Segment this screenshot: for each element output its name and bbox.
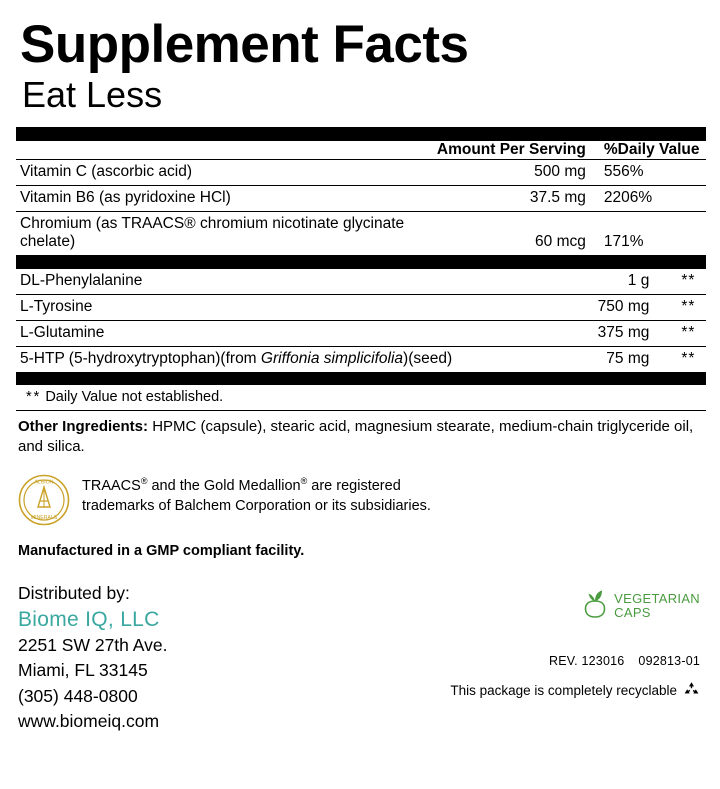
address-line-2: Miami, FL 33145 xyxy=(18,660,148,681)
item-code: 092813-01 xyxy=(638,653,700,668)
nutrition-table xyxy=(16,141,706,255)
revision-number: REV. 123016 xyxy=(549,653,625,668)
page-title: Supplement Facts xyxy=(20,15,469,74)
table-row xyxy=(16,160,706,186)
nutrient-name: DL-Phenylalanine xyxy=(16,269,580,295)
vegetarian-caps-badge xyxy=(420,589,700,624)
distributed-by-label: Distributed by: xyxy=(18,582,130,603)
nutrient-amount: 500 mg xyxy=(422,160,596,186)
vegetarian-caps-text xyxy=(614,592,700,621)
divider-mid-bottom xyxy=(16,372,706,385)
other-ingredients xyxy=(16,417,704,458)
other-ingredients-label: Other Ingredients: xyxy=(18,418,149,435)
recyclable-statement xyxy=(420,681,700,701)
nutrient-name: Chromium (as TRAACS® chromium nicotinate glycinate chelate) xyxy=(16,212,422,256)
footnote xyxy=(16,385,706,410)
header-amount-per-serving: Amount Per Serving xyxy=(436,141,586,158)
nutrient-amount: 750 mg xyxy=(580,295,660,321)
product-name: Eat Less xyxy=(22,74,163,115)
nutrient-amount: 60 mcg xyxy=(422,212,596,256)
recyclable-text: This package is completely recyclable xyxy=(450,683,677,698)
divider-mid xyxy=(16,255,706,268)
veg-line-1: VEGETARIAN xyxy=(614,590,700,606)
supplement-facts-table xyxy=(16,127,706,411)
revision-info xyxy=(420,654,700,668)
leaf-capsule-icon xyxy=(582,589,608,624)
company-name: Biome IQ, LLC xyxy=(18,607,160,631)
table-header-row xyxy=(16,141,706,160)
nutrient-name: 5-HTP (5-hydroxytryptophan)(from Griffonia simplicifolia)(seed) xyxy=(16,347,580,373)
veg-line-2: CAPS xyxy=(614,605,651,620)
trademark-text xyxy=(70,472,431,518)
address-line-1: 2251 SW 27th Ave. xyxy=(18,635,168,656)
nutrient-name: L-Glutamine xyxy=(16,321,580,347)
nutrient-daily-value: ** xyxy=(659,295,706,321)
website-url[interactable]: www.biomeiq.com xyxy=(18,711,160,732)
trademark-line-2: trademarks of Balchem Corporation or its subsidiaries. xyxy=(82,498,431,515)
nutrient-daily-value: 556% xyxy=(596,160,706,186)
table-row xyxy=(16,186,706,212)
nutrient-name: L-Tyrosine xyxy=(16,295,580,321)
gmp-statement: Manufactured in a GMP compliant facility. xyxy=(18,542,305,559)
distributor-address xyxy=(16,581,168,735)
footer-right-column xyxy=(420,581,704,701)
nutrient-amount: 1 g xyxy=(580,269,660,295)
header-blank xyxy=(16,141,422,160)
trademark-line-1: TRAACS® and the Gold Medallion® are registered xyxy=(82,475,401,494)
svg-text:MINERALS: MINERALS xyxy=(30,514,58,521)
nutrient-daily-value: 171% xyxy=(596,212,706,256)
svg-text:ALBION: ALBION xyxy=(34,479,54,485)
albion-minerals-seal-icon xyxy=(18,474,70,526)
footnote-stars: ** xyxy=(26,389,42,405)
other-ingredients-text: HPMC (capsule), stearic acid, magnesium stearate, medium-chain triglyceride oil, and silica. xyxy=(18,418,694,456)
nutrient-amount: 75 mg xyxy=(580,347,660,373)
nutrient-name: Vitamin C (ascorbic acid) xyxy=(16,160,422,186)
nutrient-daily-value: 2206% xyxy=(596,186,706,212)
amino-acid-table xyxy=(16,268,706,372)
table-row xyxy=(16,295,706,321)
table-row xyxy=(16,321,706,347)
footer xyxy=(16,581,704,735)
nutrient-daily-value: ** xyxy=(659,321,706,347)
trademark-block xyxy=(16,472,704,526)
nutrient-daily-value: ** xyxy=(659,269,706,295)
divider-thick-top xyxy=(16,127,706,141)
footnote-text: Daily Value not established. xyxy=(45,389,224,405)
recycle-icon xyxy=(683,681,700,701)
nutrient-amount: 37.5 mg xyxy=(422,186,596,212)
nutrient-daily-value: ** xyxy=(659,347,706,373)
nutrient-amount: 375 mg xyxy=(580,321,660,347)
header-daily-value: %Daily Value xyxy=(603,141,700,158)
table-row xyxy=(16,269,706,295)
divider-thin xyxy=(16,410,706,411)
table-row xyxy=(16,347,706,373)
nutrient-name: Vitamin B6 (as pyridoxine HCl) xyxy=(16,186,422,212)
phone-number: (305) 448-0800 xyxy=(18,685,138,706)
table-row xyxy=(16,212,706,256)
